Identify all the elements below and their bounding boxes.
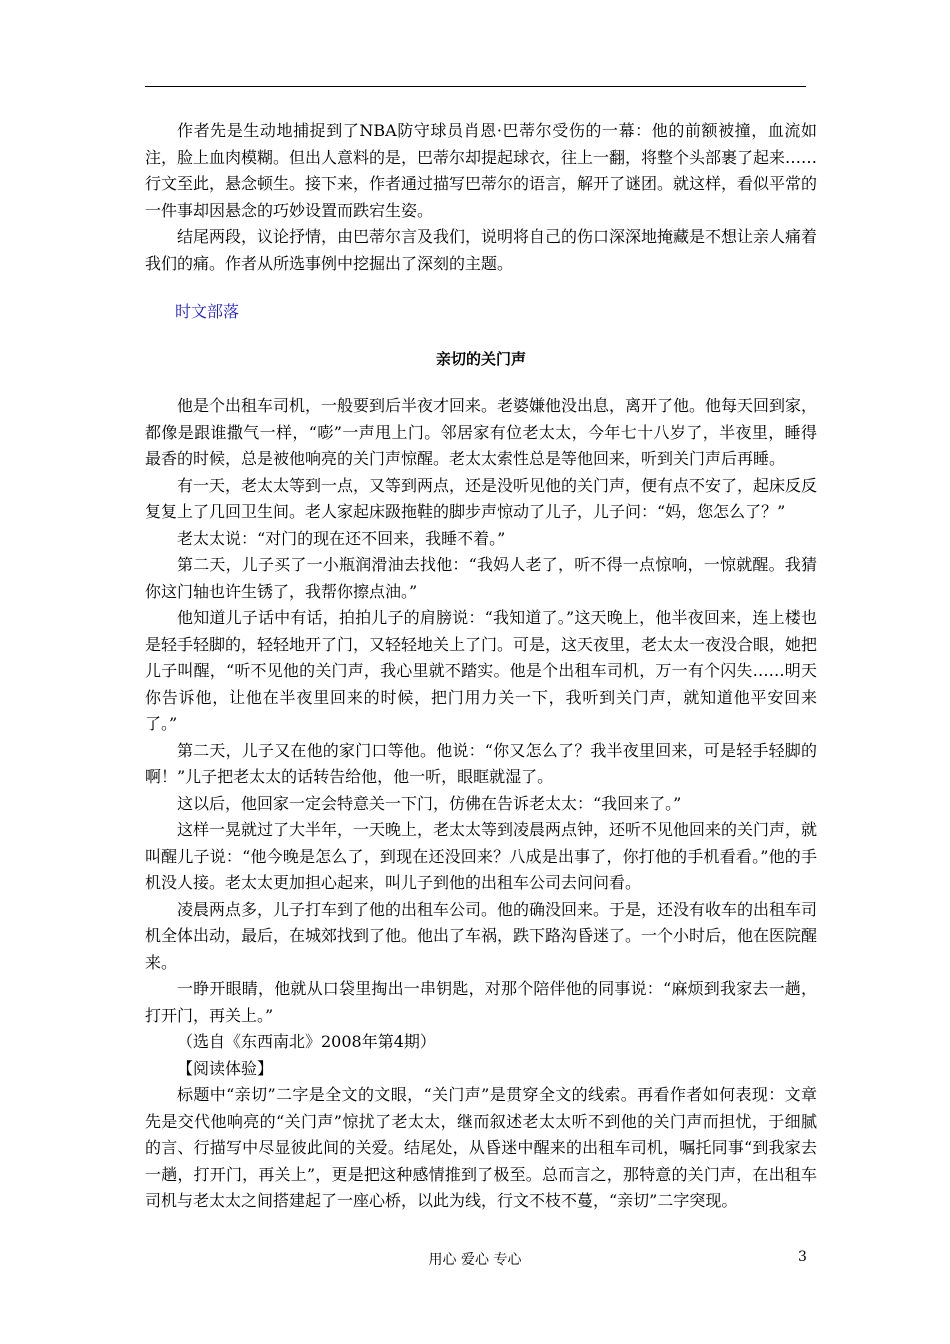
page-number: 3 [798,1249,807,1265]
article-paragraph: 第二天，儿子买了一小瓶润滑油去找他：“我妈人老了，听不得一点惊响，一惊就醒。我猜你这门轴也许生锈了，我帮你擦点油。” [145,555,817,601]
section-title: 时文部落 [175,302,240,321]
article-paragraph: 一睁开眼睛，他就从口袋里掏出一串钥匙，对那个陪伴他的同事说：“麻烦到我家去一趟，打开门，再关上。” [145,979,817,1025]
article-title: 亲切的关门声 [435,350,526,368]
article-paragraph: 这以后，他回家一定会特意关一下门，仿佛在告诉老太太：“我回来了。” [177,793,682,813]
article-paragraph: 他知道儿子话中有话，拍拍儿子的肩膀说：“我知道了。”这天晚上，他半夜回来，连上楼也是轻手轻脚的，轻轻地开了门，又轻轻地关上了门。可是，这天夜里，老太太一夜没合眼，她把儿子叫醒，“听不见他的关门声，我心里就不踏实。他是个出租车司机，万一有个闪失……明天你告诉他，让他在半夜里回来的时候，把门用力关一下，我听到关门声，就知道他平安回来了。” [145,608,818,733]
reading-experience-text: 标题中“亲切”二字是全文的文眼，“关门声”是贯穿全文的线索。再看作者如何表现：文章先是交代他响亮的“关门声”惊扰了老太太，继而叙述老太太听不到他的关门声而担忧，于细腻的言、行描写中尽显彼此间的关爱。结尾处，从昏迷中醒来的出租车司机，嘱托同事“到我家去一趟，打开门，再关上”，更是把这种感情推到了极至。总而言之，那特意的关门声，在出租车司机与老太太之间搭建起了一座心桥，以此为线，行文不枝不蔓，“亲切”二字突现。 [145,1085,817,1210]
intro-paragraph-1: 作者先是生动地捕捉到了NBA防守球员肖恩·巴蒂尔受伤的一幕：他的前额被撞，血流如注，脸上血肉模糊。但出人意料的是，巴蒂尔却提起球衣，往上一翻，将整个头部裹了起来……行文至此，悬念顿生。接下来，作者通过描写巴蒂尔的语言，解开了谜团。就这样，看似平常的一件事却因悬念的巧妙设置而跌宕生姿。 [145,121,818,220]
article-paragraph: 老太太说：“对门的现在还不回来，我睡不着。” [177,528,506,548]
article-paragraph: 他是个出租车司机，一般要到后半夜才回来。老婆嫌他没出息，离开了他。他每天回到家，都像是跟谁撒气一样，“嘭”一声甩上门。邻居家有位老太太，今年七十八岁了，半夜里，睡得最香的时候，总是被他响亮的关门声惊醒。老太太索性总是等他回来，听到关门声后再睡。 [145,396,818,468]
source-citation: （选自《东西南北》2008年第4期） [177,1032,436,1051]
article-paragraph: 有一天，老太太等到一点，又等到两点，还是没听见他的关门声，便有点不安了，起床反反复复上了几回卫生间。老人家起床趿拖鞋的脚步声惊动了儿子，儿子问：“妈，您怎么了？” [145,475,818,521]
reading-experience-heading: 【阅读体验】 [177,1058,274,1078]
header-rule [145,86,806,87]
page-content [145,118,817,1215]
article-paragraph: 第二天，儿子又在他的家门口等他。他说：“你又怎么了？我半夜里回来，可是轻手轻脚的啊！”儿子把老太太的话转告给他，他一听，眼眶就湿了。 [145,740,817,786]
intro-paragraph-2: 结尾两段，议论抒情，由巴蒂尔言及我们，说明将自己的伤口深深地掩藏是不想让亲人痛着我们的痛。作者从所选事例中挖掘出了深刻的主题。 [145,227,818,273]
article-paragraph: 这样一晃就过了大半年，一天晚上，老太太等到凌晨两点钟，还听不见他回来的关门声，就叫醒儿子说：“他今晚是怎么了，到现在还没回来？八成是出事了，你打他的手机看看。”他的手机没人接。老太太更加担心起来，叫儿子到他的出租车公司去问问看。 [145,820,818,892]
footer-motto: 用心 爱心 专心 [428,1252,522,1268]
article-paragraph: 凌晨两点多，儿子打车到了他的出租车公司。他的确没回来。于是，还没有收车的出租车司机全体出动，最后，在城郊找到了他。他出了车祸，跌下路沟昏迷了。一个小时后，他在医院醒来。 [145,899,818,972]
